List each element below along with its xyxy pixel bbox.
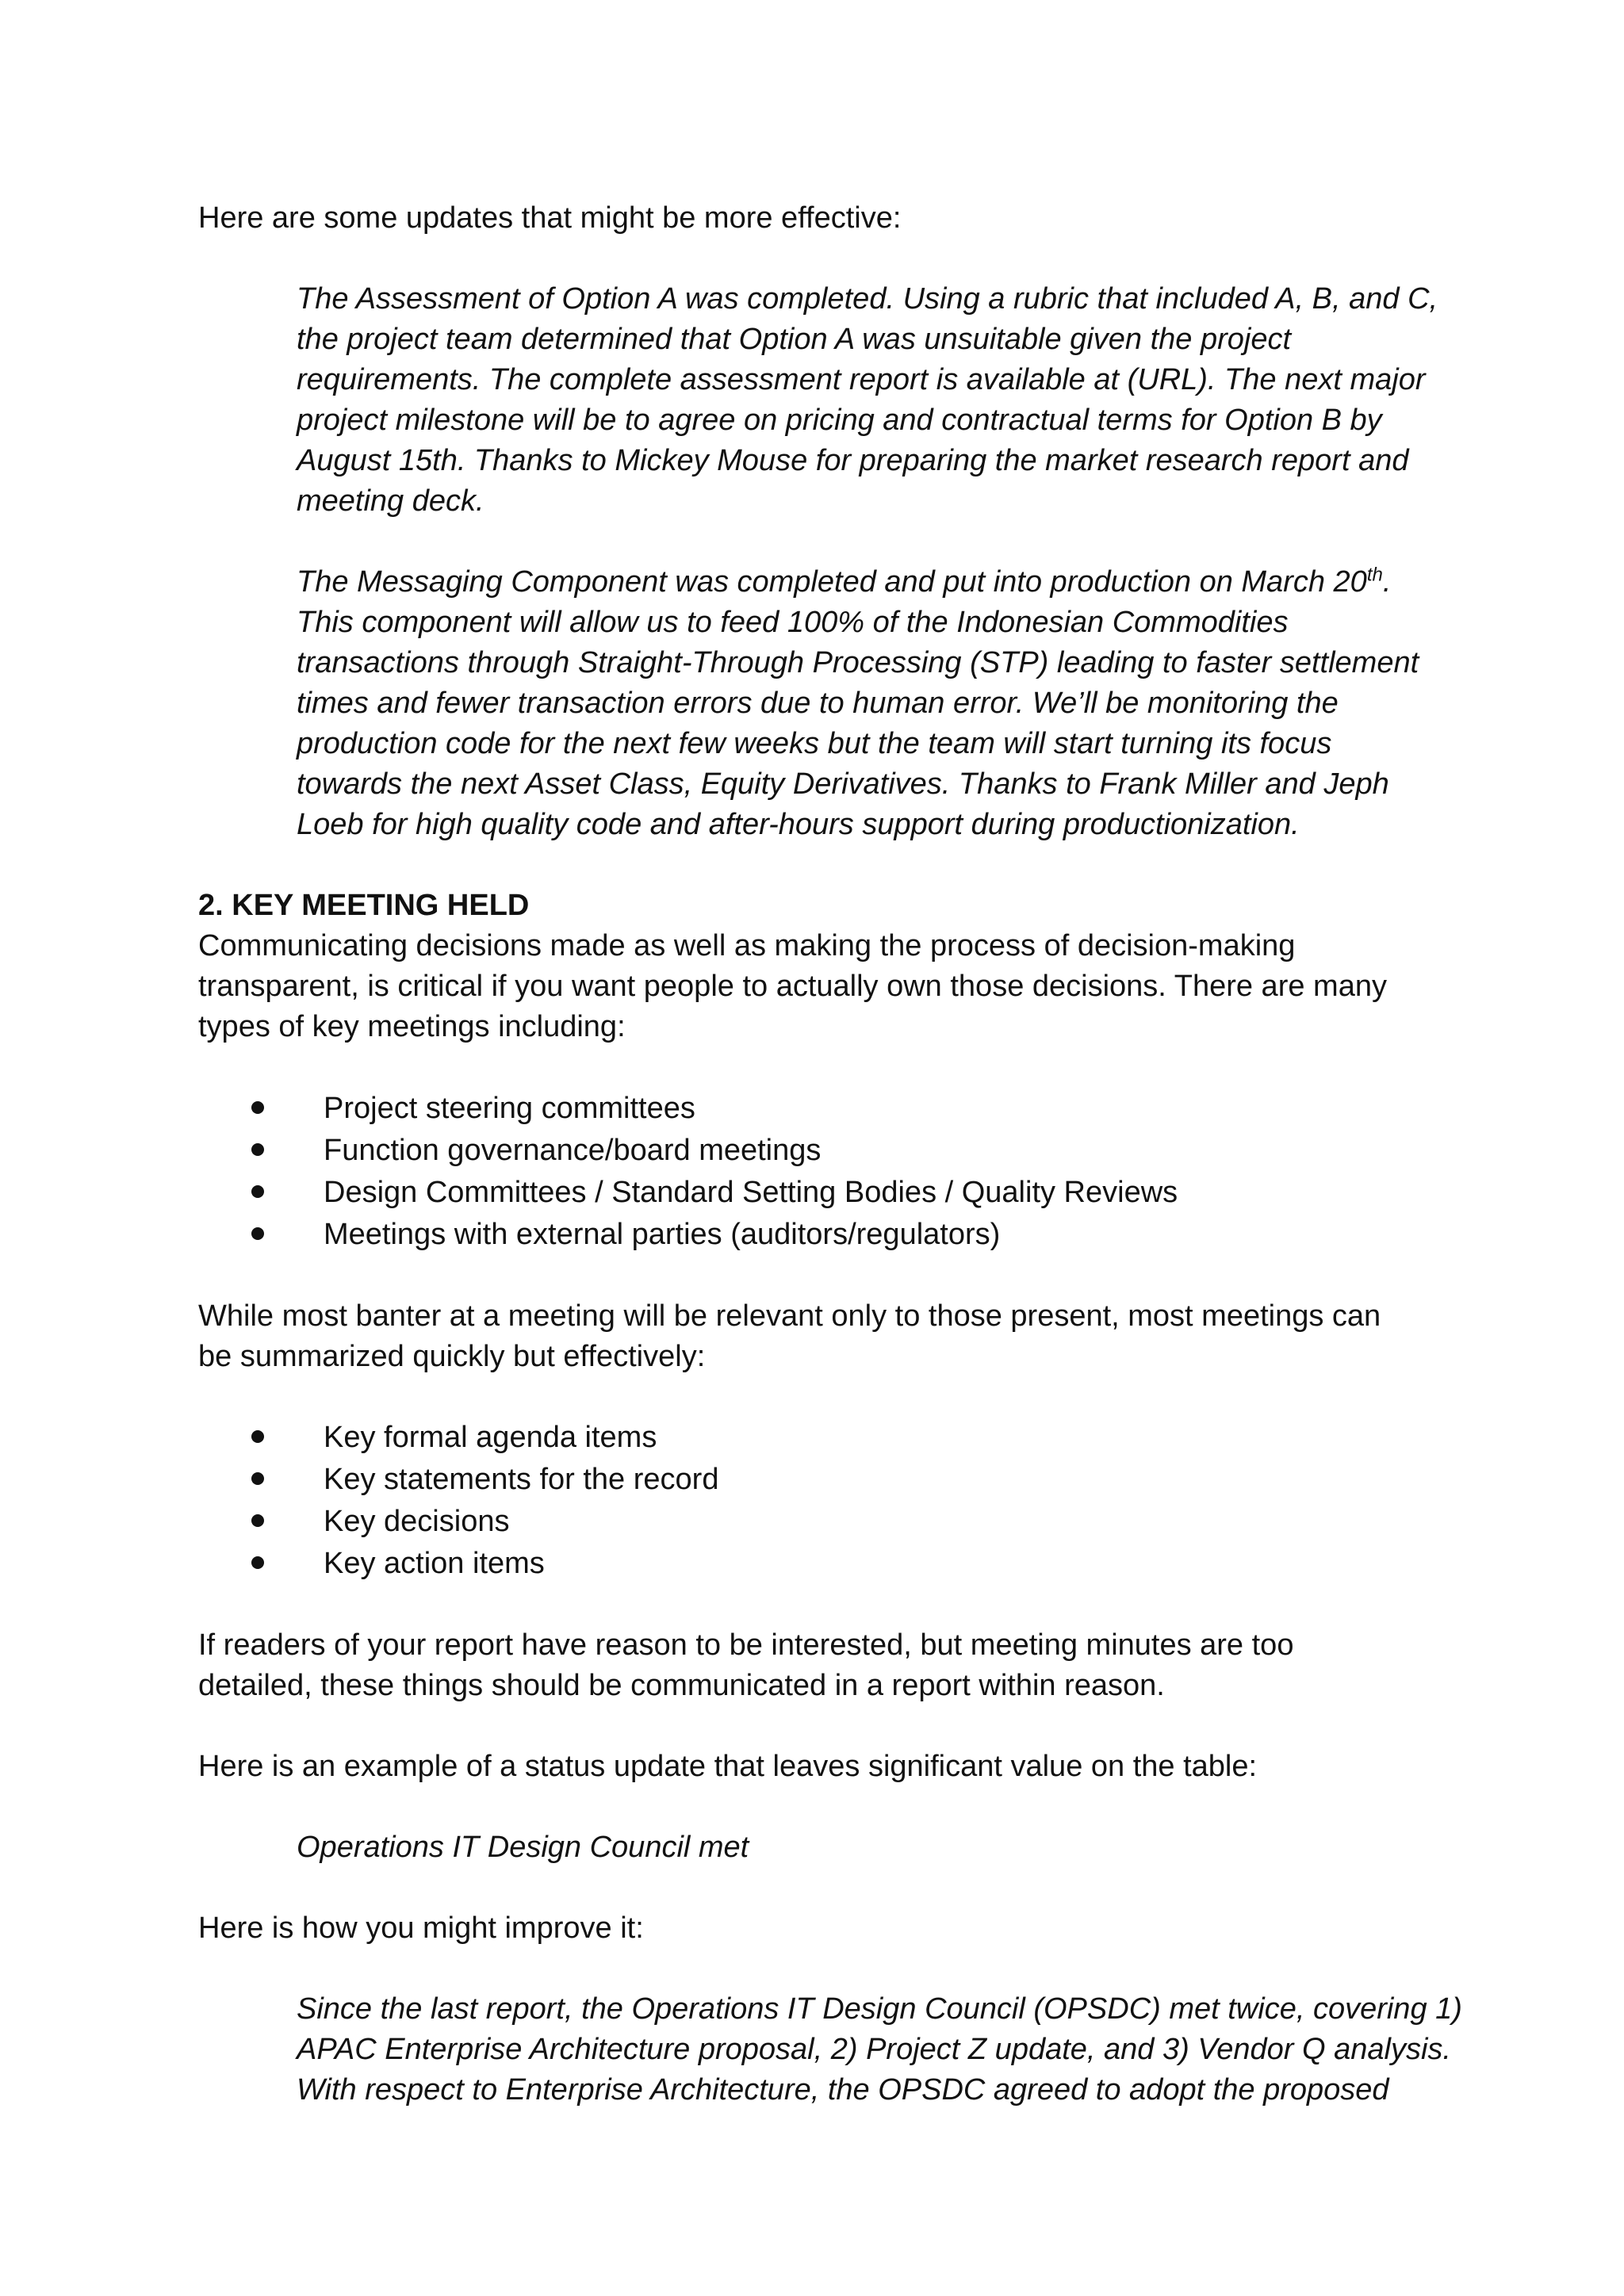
bullet-icon xyxy=(251,1514,264,1527)
bullet-icon xyxy=(251,1227,264,1240)
bullet-icon xyxy=(251,1430,264,1443)
bullet-icon xyxy=(251,1556,264,1569)
paragraph-line: detailed, these things should be communicated in a report within reason. xyxy=(198,1669,1165,1702)
list-item-text: Key statements for the record xyxy=(324,1463,719,1496)
weak-example-text: Operations IT Design Council met xyxy=(297,1831,749,1864)
example-b-first-line xyxy=(297,562,1391,602)
paragraph-line: transparent, is critical if you want people to actually own those decisions. There are many xyxy=(198,970,1387,1003)
section-heading: 2. KEY MEETING HELD xyxy=(198,889,530,922)
example-a-line: requirements. The complete assessment report is available at (URL). The next major xyxy=(297,363,1426,396)
example-a-line: project milestone will be to agree on pricing and contractual terms for Option B by xyxy=(297,404,1382,437)
example-b-line: production code for the next few weeks but the team will start turning its focus xyxy=(297,727,1332,760)
example-b-line-end: . xyxy=(1382,565,1392,599)
example-b-line: transactions through Straight-Through Processing (STP) leading to faster settlement xyxy=(297,646,1419,679)
bullet-icon xyxy=(251,1101,264,1114)
list-item-text: Design Committees / Standard Setting Bodies / Quality Reviews xyxy=(324,1176,1178,1209)
improved-example-line: With respect to Enterprise Architecture, the OPSDC agreed to adopt the proposed xyxy=(297,2073,1389,2107)
list-item-text: Key formal agenda items xyxy=(324,1421,657,1454)
paragraph-line: be summarized quickly but effectively: xyxy=(198,1340,706,1373)
improved-example-line: APAC Enterprise Architecture proposal, 2) Project Z update, and 3) Vendor Q analysis. xyxy=(297,2033,1451,2066)
bullet-icon xyxy=(251,1472,264,1485)
bullet-icon xyxy=(251,1185,264,1198)
example-a-line: the project team determined that Option A was unsuitable given the project xyxy=(297,323,1292,356)
bullet-icon xyxy=(251,1143,264,1156)
paragraph-line: While most banter at a meeting will be relevant only to those present, most meetings can xyxy=(198,1299,1381,1333)
paragraph-line: types of key meetings including: xyxy=(198,1010,626,1043)
paragraph-line: Here is an example of a status update that leaves significant value on the table: xyxy=(198,1750,1258,1783)
improved-example-line: Since the last report, the Operations IT Design Council (OPSDC) met twice, covering 1) xyxy=(297,1992,1462,2026)
list-item-text: Function governance/board meetings xyxy=(324,1134,822,1167)
example-a-line: meeting deck. xyxy=(297,484,485,518)
example-b-line: Loeb for high quality code and after-hours support during productionization. xyxy=(297,808,1300,841)
intro-text: Here are some updates that might be more effective: xyxy=(198,201,902,235)
example-a-line: The Assessment of Option A was completed. Using a rubric that included A, B, and C, xyxy=(297,282,1438,316)
list-item-text: Project steering committees xyxy=(324,1092,695,1125)
example-b-line-text: The Messaging Component was completed and put into production on March 20 xyxy=(297,565,1367,599)
ordinal-suffix: th xyxy=(1366,564,1383,586)
paragraph-line: Communicating decisions made as well as making the process of decision-making xyxy=(198,929,1296,962)
example-b-line: times and fewer transaction errors due to human error. We’ll be monitoring the xyxy=(297,687,1339,720)
paragraph-line: Here is how you might improve it: xyxy=(198,1911,644,1945)
example-a-line: August 15th. Thanks to Mickey Mouse for preparing the market research report and xyxy=(297,444,1409,477)
paragraph-line: If readers of your report have reason to be interested, but meeting minutes are too xyxy=(198,1628,1294,1662)
list-item-text: Meetings with external parties (auditors/regulators) xyxy=(324,1218,1001,1251)
list-item-text: Key decisions xyxy=(324,1505,510,1538)
example-b-line: towards the next Asset Class, Equity Derivatives. Thanks to Frank Miller and Jeph xyxy=(297,767,1389,801)
list-item-text: Key action items xyxy=(324,1547,545,1580)
example-b-line: This component will allow us to feed 100% of the Indonesian Commodities xyxy=(297,606,1289,639)
